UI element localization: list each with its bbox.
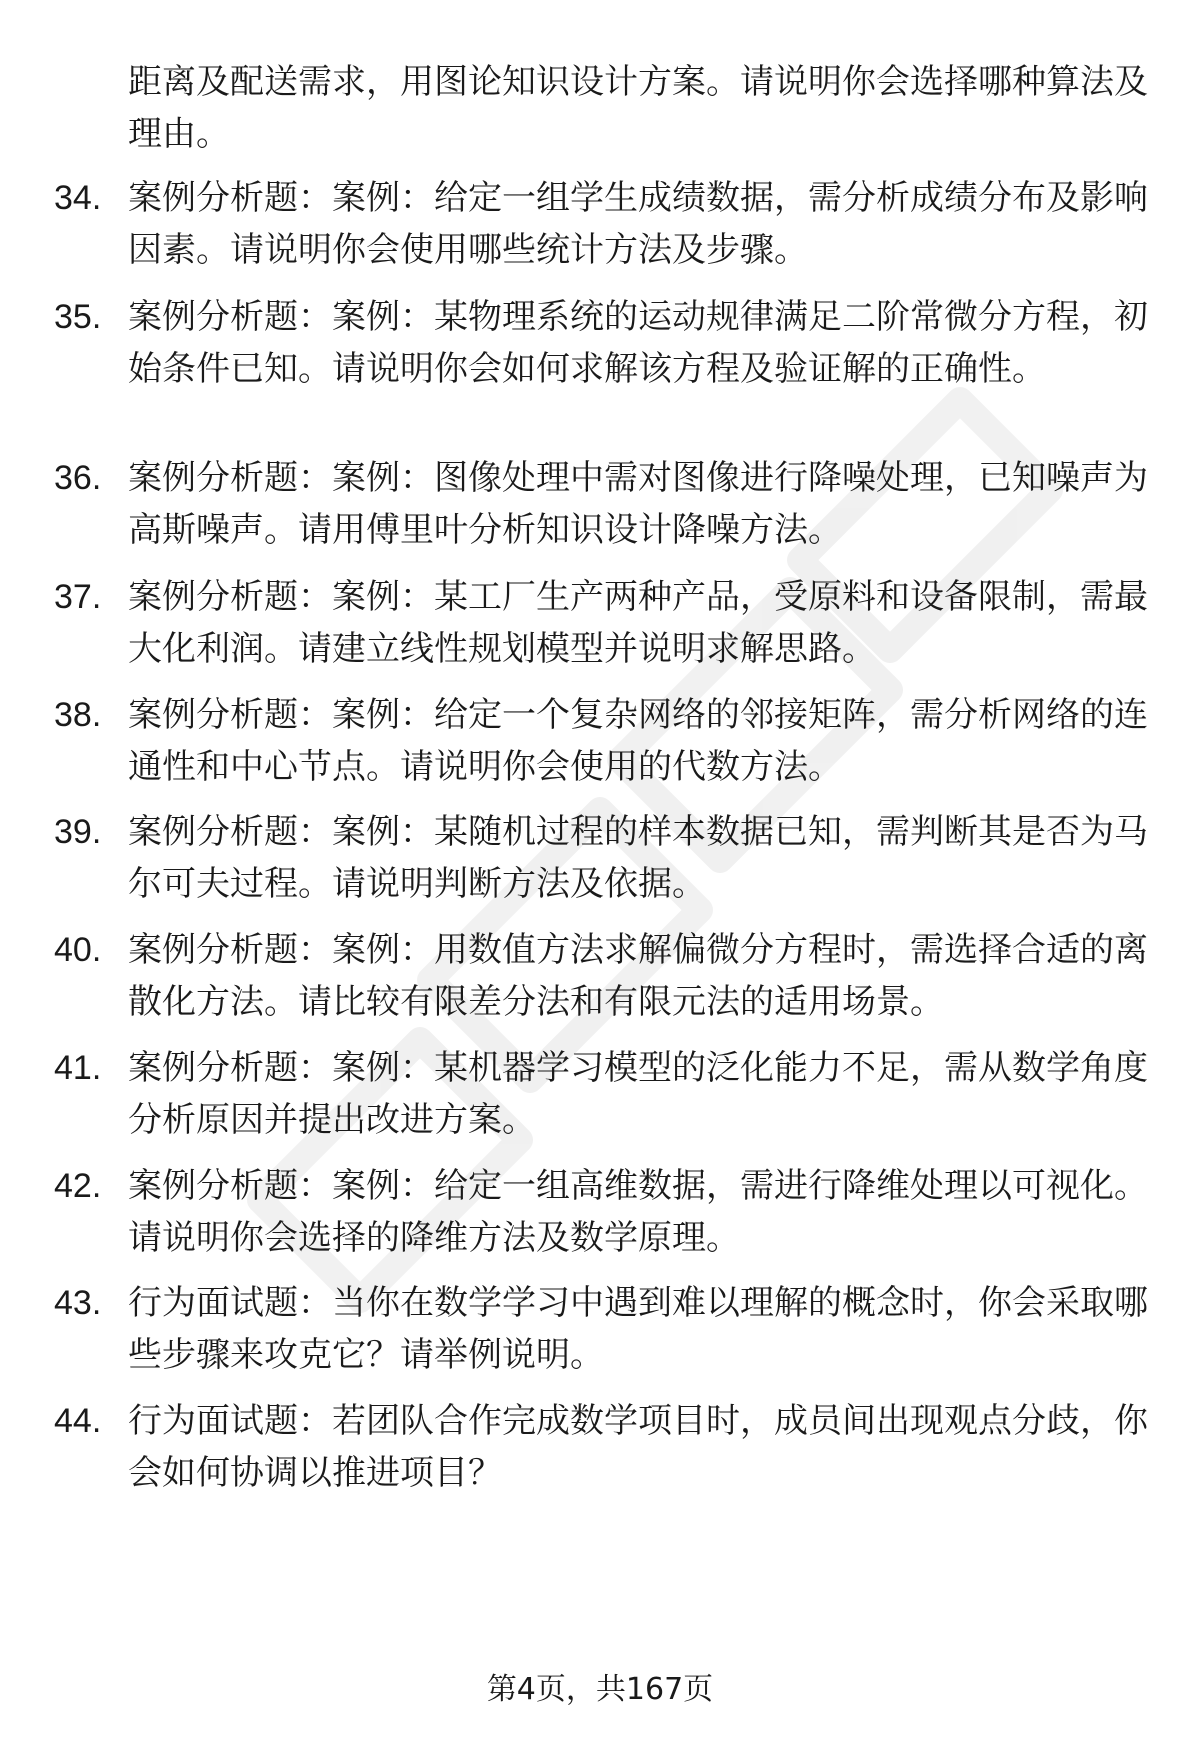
- question-number: 42.: [54, 1167, 102, 1205]
- question-number: 41.: [54, 1049, 102, 1087]
- question-text: 案例分析题：案例：某随机过程的样本数据已知，需判断其是否为马尔可夫过程。请说明判断方法及依据。: [128, 812, 1148, 904]
- question-number: 38.: [54, 696, 102, 734]
- question-number: 34.: [54, 179, 102, 217]
- question-text: 行为面试题：若团队合作完成数学项目时，成员间出现观点分歧，你会如何协调以推进项目？: [128, 1401, 1148, 1493]
- question-number: 39.: [54, 813, 102, 851]
- question-text: 案例分析题：案例：给定一组学生成绩数据，需分析成绩分布及影响因素。请说明你会使用哪些统计方法及步骤。: [128, 178, 1148, 270]
- question-number: 44.: [54, 1402, 102, 1440]
- question-number: 35.: [54, 298, 102, 336]
- question-number: 40.: [54, 931, 102, 969]
- question-text: 案例分析题：案例：用数值方法求解偏微分方程时，需选择合适的离散化方法。请比较有限差分法和有限元法的适用场景。: [128, 930, 1148, 1022]
- page-footer: 第4页，共167页: [486, 1672, 714, 1707]
- question-text: 案例分析题：案例：某物理系统的运动规律满足二阶常微分方程，初始条件已知。请说明你会如何求解该方程及验证解的正确性。: [128, 297, 1148, 389]
- question-text: 行为面试题：当你在数学学习中遇到难以理解的概念时，你会采取哪些步骤来攻克它？请举例说明。: [128, 1283, 1148, 1375]
- question-number: 36.: [54, 459, 102, 497]
- question-text: 案例分析题：案例：图像处理中需对图像进行降噪处理，已知噪声为高斯噪声。请用傅里叶分析知识设计降噪方法。: [128, 458, 1148, 550]
- question-number: 37.: [54, 578, 102, 616]
- question-number: 43.: [54, 1284, 102, 1322]
- question-text: 案例分析题：案例：某工厂生产两种产品，受原料和设备限制，需最大化利润。请建立线性规划模型并说明求解思路。: [128, 577, 1148, 669]
- question-text: 案例分析题：案例：给定一个复杂网络的邻接矩阵，需分析网络的连通性和中心节点。请说明你会使用的代数方法。: [128, 695, 1148, 787]
- continuation-text: 距离及配送需求，用图论知识设计方案。请说明你会选择哪种算法及理由。: [128, 62, 1148, 154]
- question-text: 案例分析题：案例：某机器学习模型的泛化能力不足，需从数学角度分析原因并提出改进方案。: [128, 1048, 1148, 1140]
- question-text: 案例分析题：案例：给定一组高维数据，需进行降维处理以可视化。请说明你会选择的降维方法及数学原理。: [128, 1166, 1148, 1258]
